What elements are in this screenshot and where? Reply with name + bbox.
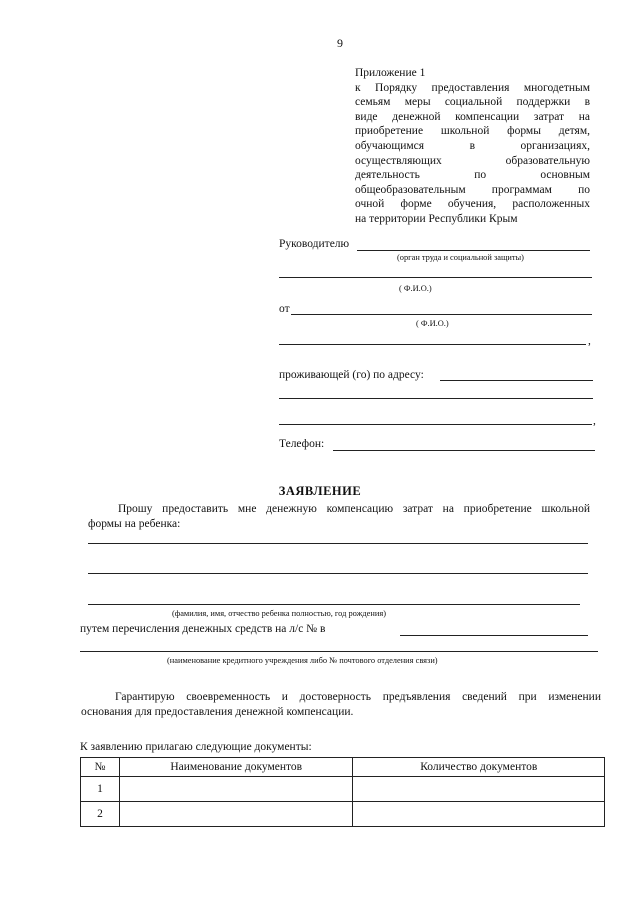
address-field-3[interactable] <box>279 424 592 425</box>
from-label: от <box>279 303 290 315</box>
document-count-cell[interactable] <box>353 802 605 827</box>
column-header-number: № <box>81 758 120 777</box>
appendix-line: осуществляющих образовательную <box>355 154 590 167</box>
appendix-line: общеобразовательным программам по <box>355 183 590 196</box>
guarantee-paragraph <box>81 690 601 719</box>
page-number: 9 <box>337 36 343 50</box>
head-name-field[interactable] <box>279 277 592 278</box>
appendix-line: на территории Республики Крым <box>355 212 518 225</box>
appendix-line: приобретение школьной формы детям, <box>355 125 590 138</box>
org-caption: (орган труда и социальной защиты) <box>397 253 524 262</box>
documents-table <box>80 757 605 827</box>
appendix-line: очной форме обучения, расположенных <box>355 198 590 211</box>
table-header-row <box>81 758 605 777</box>
document-name-cell[interactable] <box>119 777 353 802</box>
appendix-line: семьям меры социальной поддержки в <box>355 96 590 109</box>
account-field[interactable] <box>400 635 588 636</box>
child-info-field-3[interactable] <box>88 604 580 605</box>
applicant-name-field[interactable] <box>291 314 592 315</box>
document-title: ЗАЯВЛЕНИЕ <box>278 484 362 498</box>
appendix-line: Приложение 1 <box>355 67 426 79</box>
phone-label: Телефон: <box>279 438 325 450</box>
appendix-line: деятельность по основным <box>355 169 590 182</box>
appendix-block <box>355 66 590 227</box>
appendix-line: виде денежной компенсации затрат на <box>355 110 590 123</box>
table-row <box>81 777 605 802</box>
request-line-2: формы на ребенка: <box>88 517 181 530</box>
row-number: 1 <box>81 777 120 802</box>
head-org-field[interactable] <box>357 250 590 251</box>
document-count-cell[interactable] <box>353 777 605 802</box>
bank-caption: (наименование кредитного учреждения либо № почтового отделения связи) <box>167 656 438 665</box>
fio-caption-2: ( Ф.И.О.) <box>416 319 449 328</box>
comma: , <box>588 335 591 347</box>
head-label: Руководителю <box>279 238 350 250</box>
request-paragraph <box>88 502 590 531</box>
appendix-line: к Порядку предоставления многодетным <box>355 81 590 94</box>
document-name-cell[interactable] <box>119 802 353 827</box>
address-field[interactable] <box>440 380 593 381</box>
table-row <box>81 802 605 827</box>
appendix-line: обучающимся в организациях, <box>355 139 590 152</box>
guarantee-line-2: основания для предоставления денежной компенсации. <box>81 705 354 718</box>
transfer-label: путем перечисления денежных средств на л/с № в <box>80 623 326 635</box>
child-info-field-2[interactable] <box>88 573 588 574</box>
column-header-count: Количество документов <box>353 758 605 777</box>
phone-field[interactable] <box>333 450 595 451</box>
child-info-field[interactable] <box>88 543 588 544</box>
bank-field[interactable] <box>80 651 598 652</box>
guarantee-line-1: Гарантирую своевременность и достоверность предъявления сведений при изменении <box>115 691 601 703</box>
fio-caption-1: ( Ф.И.О.) <box>399 284 432 293</box>
documents-intro: К заявлению прилагаю следующие документы: <box>80 741 312 753</box>
column-header-name: Наименование документов <box>119 758 353 777</box>
address-label: проживающей (го) по адресу: <box>279 369 424 381</box>
applicant-name-field-2[interactable] <box>279 344 586 345</box>
row-number: 2 <box>81 802 120 827</box>
address-field-2[interactable] <box>279 398 593 399</box>
request-line-1: Прошу предоставить мне денежную компенсацию затрат на приобретение школьной <box>118 503 590 515</box>
child-caption: (фамилия, имя, отчество ребенка полностью, год рождения) <box>172 609 386 618</box>
comma: , <box>593 415 596 427</box>
